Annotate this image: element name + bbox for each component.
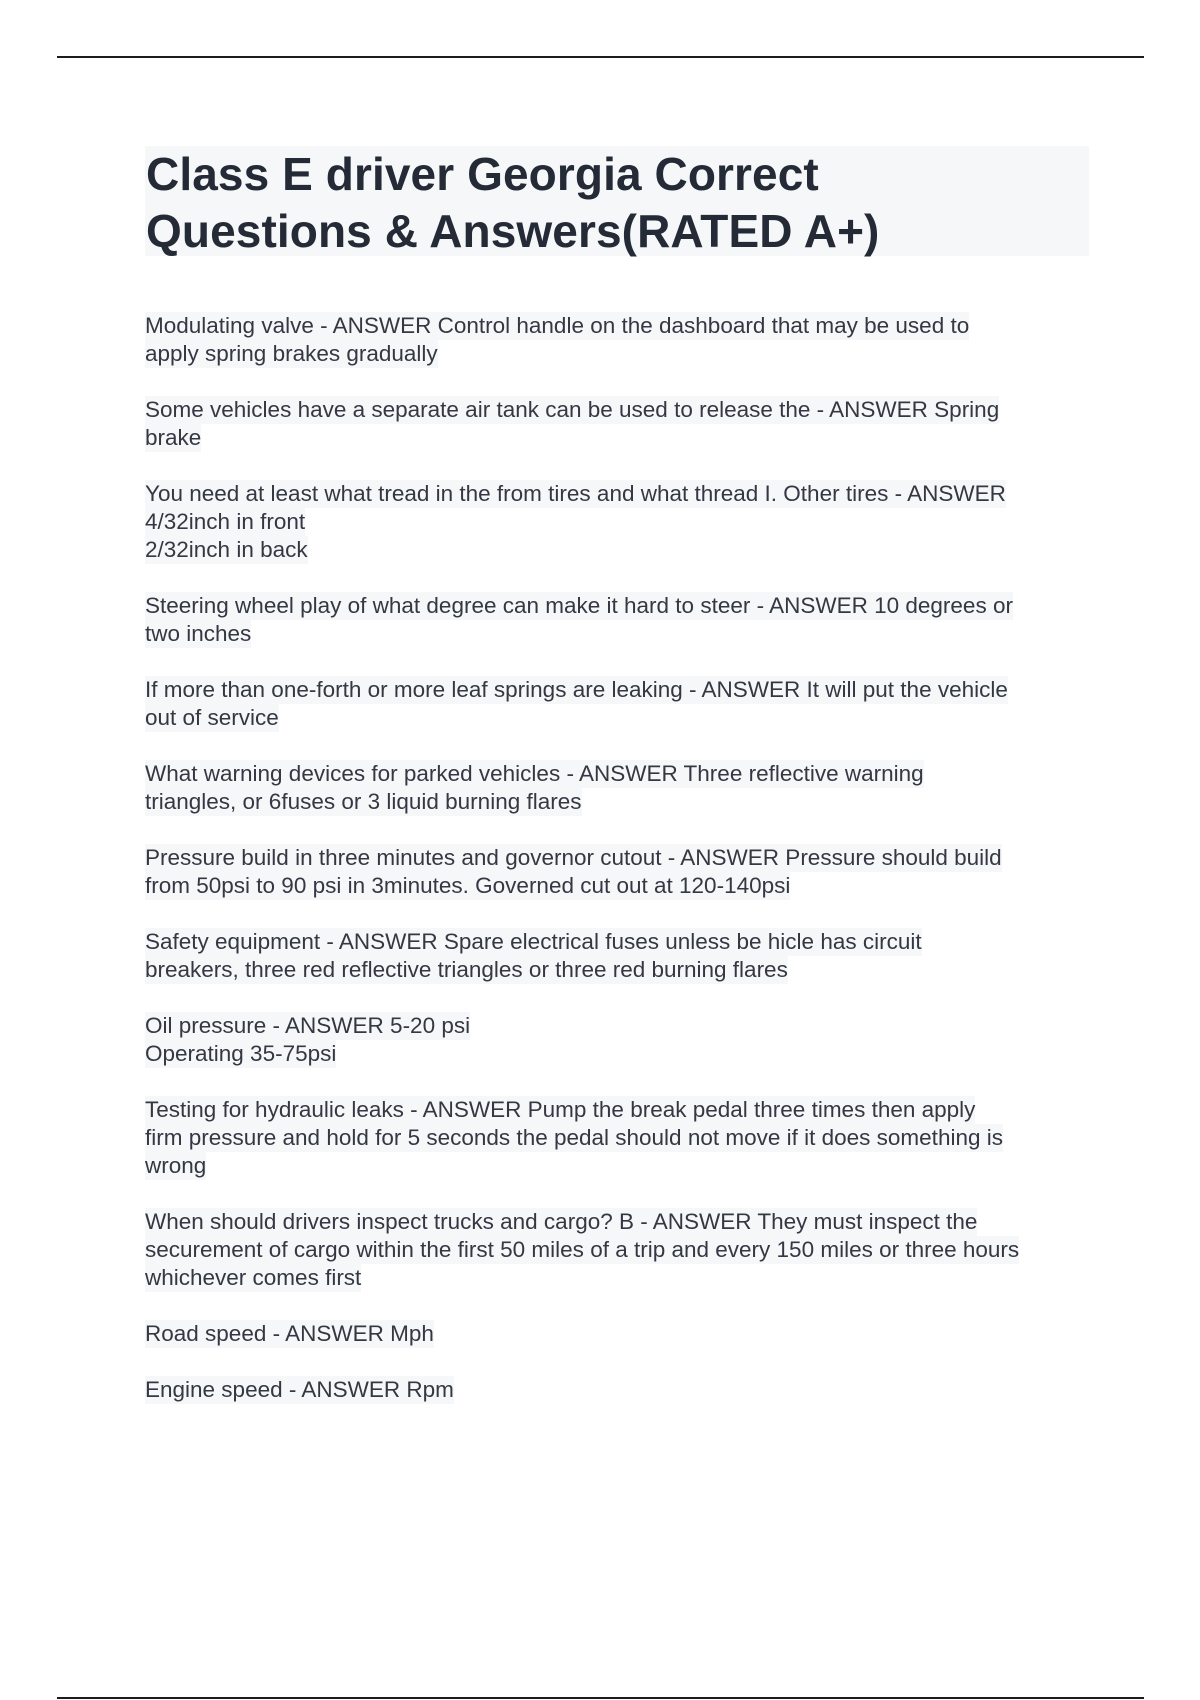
qa-line: securement of cargo within the first 50 miles of a trip and every 150 miles or three hours [145, 1237, 1020, 1262]
qa-item [145, 396, 1090, 452]
qa-line: firm pressure and hold for 5 seconds the pedal should not move if it does something is [145, 1125, 1003, 1150]
qa-item [145, 928, 1090, 984]
qa-line: 2/32inch in back [145, 537, 308, 562]
page-title-line-2: Questions & Answers(RATED A+) [146, 205, 880, 257]
qa-line: 4/32inch in front [145, 509, 306, 534]
qa-line: wrong [145, 1153, 207, 1178]
qa-line: apply spring brakes gradually [145, 341, 438, 366]
qa-line: Oil pressure - ANSWER 5-20 psi [145, 1013, 471, 1038]
qa-line: What warning devices for parked vehicles - ANSWER Three reflective warning [145, 761, 924, 786]
qa-line: breakers, three red reflective triangles or three red burning flares [145, 957, 788, 982]
qa-item [145, 760, 1090, 816]
qa-line: out of service [145, 705, 279, 730]
qa-line: Testing for hydraulic leaks - ANSWER Pump the break pedal three times then apply [145, 1097, 976, 1122]
qa-line: You need at least what tread in the from tires and what thread I. Other tires - ANSWER [145, 481, 1006, 506]
qa-line: Steering wheel play of what degree can make it hard to steer - ANSWER 10 degrees or [145, 593, 1013, 618]
qa-item [145, 1376, 1090, 1404]
qa-item [145, 1320, 1090, 1348]
qa-line: from 50psi to 90 psi in 3minutes. Governed cut out at 120-140psi [145, 873, 791, 898]
page-title [145, 146, 1089, 260]
qa-item [145, 1012, 1090, 1068]
qa-line: Operating 35-75psi [145, 1041, 337, 1066]
qa-item [145, 676, 1090, 732]
qa-item [145, 480, 1090, 564]
page-title-line-1: Class E driver Georgia Correct [146, 148, 819, 200]
qa-item [145, 312, 1090, 368]
qa-list [145, 312, 1090, 1432]
qa-item [145, 844, 1090, 900]
qa-line: whichever comes first [145, 1265, 362, 1290]
qa-item [145, 1208, 1090, 1292]
qa-line: If more than one-forth or more leaf springs are leaking - ANSWER It will put the vehicle [145, 677, 1008, 702]
qa-item [145, 592, 1090, 648]
qa-line: Modulating valve - ANSWER Control handle on the dashboard that may be used to [145, 313, 970, 338]
title-block [145, 146, 1089, 256]
qa-line: Pressure build in three minutes and governor cutout - ANSWER Pressure should build [145, 845, 1002, 870]
qa-line: brake [145, 425, 202, 450]
qa-line: Safety equipment - ANSWER Spare electrical fuses unless be hicle has circuit [145, 929, 922, 954]
bottom-rule [57, 1697, 1144, 1699]
qa-line: two inches [145, 621, 252, 646]
qa-line: Road speed - ANSWER Mph [145, 1321, 434, 1346]
qa-line: Engine speed - ANSWER Rpm [145, 1377, 454, 1402]
qa-line: When should drivers inspect trucks and cargo? B - ANSWER They must inspect the [145, 1209, 978, 1234]
top-rule [57, 56, 1144, 58]
qa-item [145, 1096, 1090, 1180]
qa-line: triangles, or 6fuses or 3 liquid burning flares [145, 789, 582, 814]
qa-line: Some vehicles have a separate air tank can be used to release the - ANSWER Spring [145, 397, 1000, 422]
